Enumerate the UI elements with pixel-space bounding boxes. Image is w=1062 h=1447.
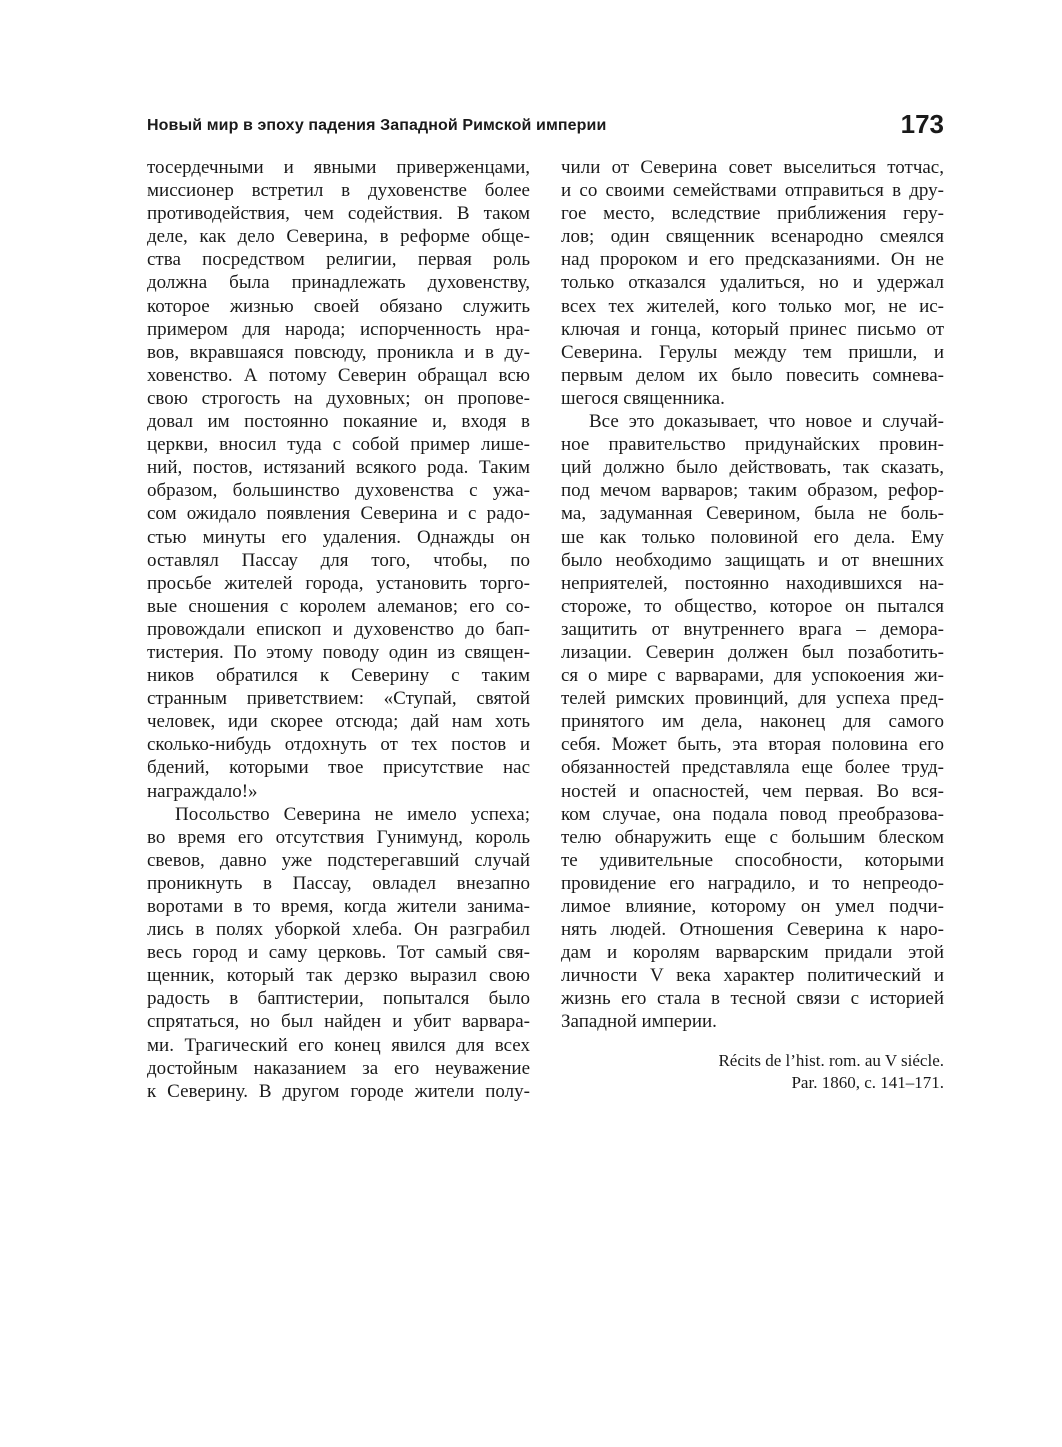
text-line: которое жизнью своей обязано служить bbox=[147, 295, 530, 317]
text-line: Все это доказывает, что новое и случай- bbox=[589, 411, 944, 433]
text-line: сколько-нибудь отдохнуть от тех постов и bbox=[147, 734, 530, 756]
text-line: Западной империи. bbox=[561, 1011, 717, 1033]
text-line: шегося священника. bbox=[561, 387, 725, 409]
text-line: и со своими семействами отправиться в дру- bbox=[561, 180, 944, 202]
page-number: 173 bbox=[900, 109, 944, 139]
text-line: награждало!» bbox=[147, 780, 258, 802]
text-line: себя. Может быть, эта вторая половина его bbox=[561, 734, 944, 756]
text-line: лизации. Северин должен был позаботить- bbox=[561, 641, 944, 663]
text-line: проникнуть в Пассау, овладел внезапно bbox=[147, 872, 530, 894]
text-line: гое место, вследствие приближения геру- bbox=[561, 203, 944, 225]
text-line: было необходимо защищать и от внешних bbox=[561, 549, 944, 571]
text-line: свевов, давно уже подстерегавший случай bbox=[147, 849, 530, 871]
text-line: сом ожидало появления Северина и с радо- bbox=[147, 503, 530, 525]
text-line: ма, задуманная Северином, была не боль- bbox=[561, 503, 944, 525]
text-line: те удивительные способности, которыми bbox=[561, 849, 944, 871]
text-line: вов, вкравшаяся повсюду, проникла и в ду- bbox=[147, 341, 530, 363]
text-line: стороже, то общество, которое он пытался bbox=[561, 595, 944, 617]
text-line: вые сношения с королем алеманов; его со- bbox=[147, 595, 530, 617]
text-line: принятого им дела, наконец для самого bbox=[561, 711, 944, 733]
text-line: достойным наказанием за его неуважение bbox=[147, 1057, 530, 1079]
text-line: свою строгость на духовных; он пропове- bbox=[147, 387, 530, 409]
text-column-left bbox=[147, 156, 530, 1103]
text-line: тистерия. По этому поводу один из священ- bbox=[147, 641, 530, 663]
text-line: весь город и саму церковь. Тот самый свя- bbox=[147, 942, 530, 964]
text-line: оставлял Пассау для того, чтобы, по bbox=[147, 549, 530, 571]
text-line: примером для народа; испорченность нра- bbox=[147, 318, 530, 340]
text-line: телю обнаружить еще с большим блеском bbox=[561, 826, 944, 848]
text-line: ся о мире с варварами, для успокоения жи- bbox=[561, 665, 944, 687]
citation-line: Par. 1860, c. 141–171. bbox=[791, 1073, 944, 1092]
text-line: под мечом варваров; таким образом, рефор- bbox=[561, 480, 944, 502]
running-title: Новый мир в эпоху падения Западной Римской империи bbox=[147, 117, 607, 134]
text-line: провождали епископ и духовенство до бап- bbox=[147, 618, 530, 640]
text-line: Северина. Герулы между тем пришли, и bbox=[561, 341, 944, 363]
running-head bbox=[147, 111, 944, 143]
text-line: ций должно было действовать, так сказать, bbox=[561, 457, 944, 479]
text-line: дам и королям варварским придали этой bbox=[561, 942, 944, 964]
text-line: тосердечными и явными приверженцами, bbox=[147, 157, 530, 178]
citation-line: Récits de l’hist. rom. au V siécle. bbox=[718, 1051, 944, 1070]
text-line: ное правительство придунайских провин- bbox=[561, 434, 944, 456]
text-line: к Северину. В другом городе жители полу- bbox=[147, 1080, 530, 1102]
text-line: лимое влияние, которому он умел подчи- bbox=[561, 896, 944, 917]
text-line: жизнь его стала в тесной связи с историей bbox=[561, 988, 944, 1010]
text-line: довал им постоянно покаяние и, входя в bbox=[147, 411, 530, 433]
text-line: просьбе жителей города, установить торго- bbox=[147, 572, 530, 594]
text-line: личности V века характер политический и bbox=[561, 965, 944, 987]
text-column-right bbox=[561, 156, 944, 1034]
text-line: ми. Трагический его конец явился для всех bbox=[147, 1034, 530, 1056]
text-line: только отказался удалиться, но и удержал bbox=[561, 272, 944, 294]
text-line: странным приветствием: «Ступай, святой bbox=[147, 688, 530, 710]
text-line: ников обратился к Северину с таким bbox=[147, 665, 530, 687]
text-line: во время его отсутствия Гунимунд, король bbox=[147, 826, 530, 848]
text-line: лись в полях уборкой хлеба. Он разграбил bbox=[147, 919, 530, 941]
text-line: обязанностей представляла еще более труд- bbox=[561, 757, 944, 779]
text-line: над пророком и его предсказаниями. Он не bbox=[561, 249, 944, 271]
text-line: первым делом их было повесить сомнева- bbox=[561, 364, 944, 386]
text-line: радость в баптистерии, попытался было bbox=[147, 988, 530, 1010]
text-line: ключая и гонца, который принес письмо от bbox=[561, 318, 944, 340]
text-line: телей римских провинций, для успеха пред- bbox=[561, 688, 944, 710]
text-line: нять людей. Отношения Северина к наро- bbox=[561, 919, 944, 941]
text-line: неприятелей, постоянно находившихся на- bbox=[561, 572, 944, 594]
text-line: стью минуты его удаления. Однажды он bbox=[147, 526, 530, 548]
text-line: ства посредством религии, первая роль bbox=[147, 249, 530, 271]
text-line: ком случае, она подала повод преобразова- bbox=[561, 803, 944, 825]
text-line: миссионер встретил в духовенстве более bbox=[147, 180, 530, 202]
text-line: ховенство. А потому Северин обращал всю bbox=[147, 364, 530, 386]
text-line: деле, как дело Северина, в реформе обще- bbox=[147, 226, 530, 248]
text-line: провидение его наградило, и то непреодо- bbox=[561, 872, 944, 894]
text-line: ний, постов, истязаний всякого рода. Таким bbox=[147, 457, 530, 479]
text-line: бдений, которыми твое присутствие нас bbox=[147, 757, 530, 779]
text-line: человек, иди скорее отсюда; дай нам хоть bbox=[147, 711, 530, 733]
text-line: образом, большинство духовенства с ужа- bbox=[147, 480, 530, 502]
text-line: защитить от внутреннего врага – демора- bbox=[561, 618, 944, 640]
text-line: Посольство Северина не имело успеха; bbox=[175, 803, 530, 825]
text-line: щенник, который так дерзко выразил свою bbox=[147, 965, 530, 987]
text-line: церкви, вносил туда с собой пример лише- bbox=[147, 434, 530, 456]
text-line: спрятаться, но был найден и убит варвара- bbox=[147, 1011, 530, 1033]
text-line: ше как только половиной его дела. Ему bbox=[561, 526, 944, 548]
text-line: противодействия, чем содействия. В таком bbox=[147, 203, 530, 225]
text-line: лов; один священник всенародно смеялся bbox=[561, 226, 944, 248]
source-citation bbox=[718, 1050, 944, 1094]
text-line: должна была принадлежать духовенству, bbox=[147, 272, 530, 294]
text-line: чили от Северина совет выселиться тотчас, bbox=[561, 157, 944, 178]
text-line: ностей и опасностей, чем первая. Во вся- bbox=[561, 780, 944, 802]
text-line: воротами в то время, когда жители занима- bbox=[147, 896, 530, 917]
text-line: всех тех жителей, кого только мог, не ис- bbox=[561, 295, 944, 317]
